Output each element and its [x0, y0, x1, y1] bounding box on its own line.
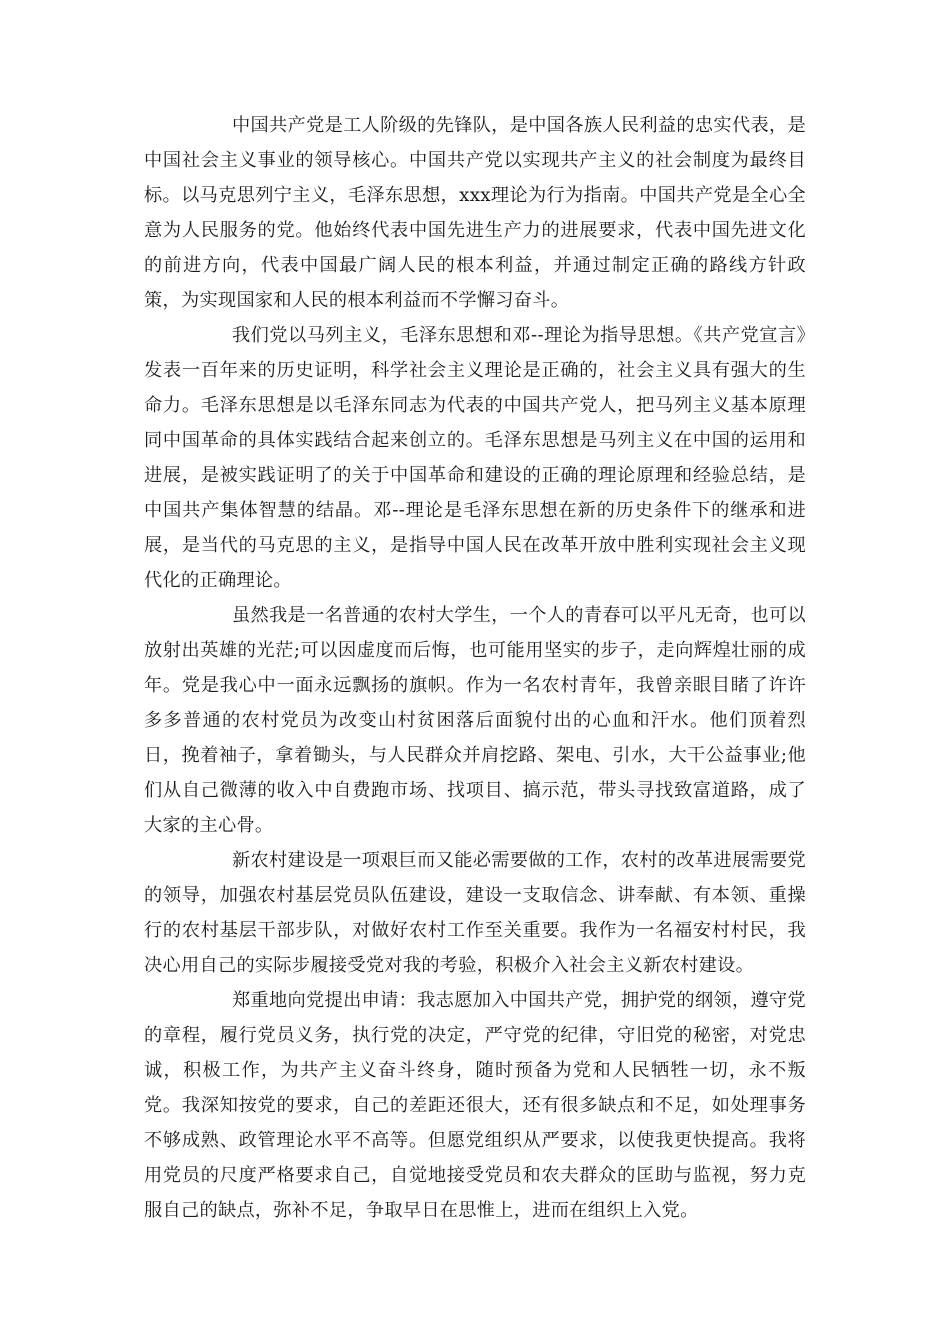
- paragraph-2: 我们党以马列主义，毛泽东思想和邓--理论为指导思想。《共产党宣言》发表一百年来的历史证明，科学社会主义理论是正确的，社会主义具有强大的生命力。毛泽东思想是以毛泽东同志为代表的中国共产党人，把马列主义基本原理同中国革命的具体实践结合起来创立的。毛泽东思想是马列主义在中国的运用和进展，是被实践证明了的关于中国革命和建设的正确的理论原理和经验总结，是中国共产集体智慧的结晶。邓--理论是毛泽东思想在新的历史条件下的继承和进展，是当代的马克思的主义，是指导中国人民在改革开放中胜利实现社会主义现代化的正确理论。: [144, 325, 806, 591]
- document-body: [144, 108, 806, 1228]
- paragraph-4: 新农村建设是一项艰巨而又能必需要做的工作，农村的改革进展需要党的领导，加强农村基层党员队伍建设，建设一支取信念、讲奉献、有本领、重操行的农村基层干部步队，对做好农村工作至关重要。我作为一名福安村村民，我决心用自己的实际步履接受党对我的考验，积极介入社会主义新农村建设。: [144, 850, 806, 976]
- paragraph-1: 中国共产党是工人阶级的先锋队，是中国各族人民利益的忠实代表，是中国社会主义事业的领导核心。中国共产党以实现共产主义的社会制度为最终目标。以马克思列宁主义，毛泽东思想，xxx理论为行为指南。中国共产党是全心全意为人民服务的党。他始终代表中国先进生产力的进展要求，代表中国先进文化的前进方向，代表中国最广阔人民的根本利益，并通过制定正确的路线方针政策，为实现国家和人民的根本利益而不学懈习奋斗。: [144, 115, 806, 311]
- paragraph-3: 虽然我是一名普通的农村大学生，一个人的青春可以平凡无奇，也可以放射出英雄的光茫;可以因虚度而后悔，也可能用坚实的步子，走向辉煌壮丽的成年。党是我心中一面永远飘扬的旗帜。作为一名农村青年，我曾亲眼目睹了许许多多普通的农村党员为改变山村贫困落后面貌付出的心血和汗水。他们顶着烈日，挽着袖子，拿着锄头，与人民群众并肩挖路、架电、引水，大干公益事业;他们从自己微薄的收入中自费跑市场、找项目、搞示范，带头寻找致富道路，成了大家的主心骨。: [144, 605, 806, 836]
- paragraph-5: 郑重地向党提出申请：我志愿加入中国共产党，拥护党的纲领，遵守党的章程，履行党员义务，执行党的决定，严守党的纪律，守旧党的秘密，对党忠诚，积极工作，为共产主义奋斗终身，随时预备为党和人民牺牲一切，永不叛党。我深知按党的要求，自己的差距还很大，还有很多缺点和不足，如处理事务不够成熟、政管理论水平不高等。但愿党组织从严要求，以使我更快提高。我将用党员的尺度严格要求自己，自觉地接受党员和农夫群众的匡助与监视，努力克服自己的缺点，弥补不足，争取早日在思惟上，进而在组织上入党。: [144, 990, 806, 1221]
